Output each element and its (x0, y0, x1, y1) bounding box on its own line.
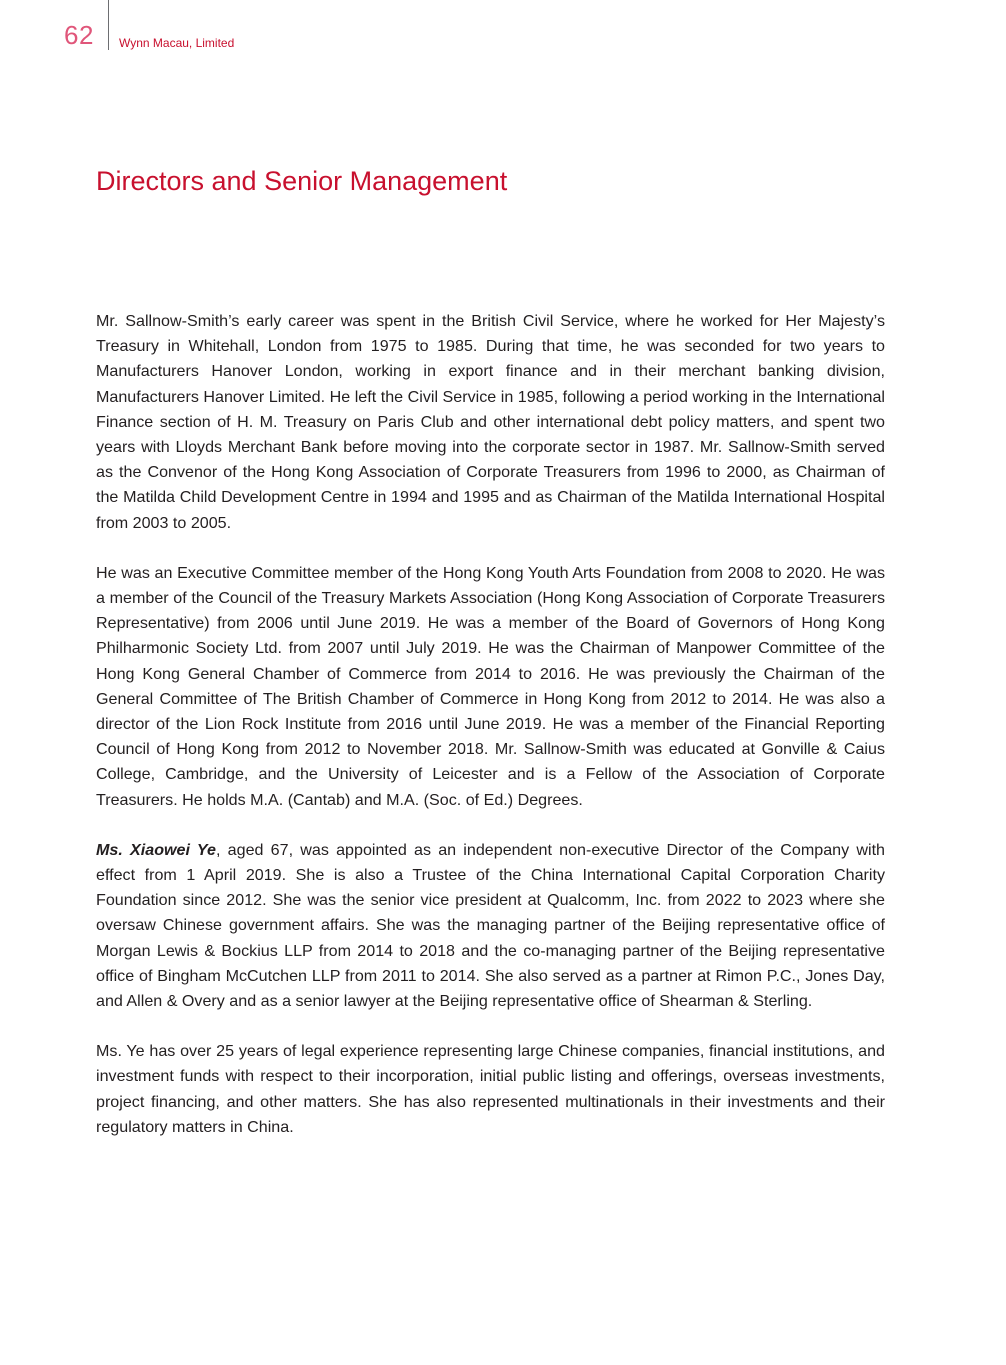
company-name: Wynn Macau, Limited (119, 36, 235, 50)
paragraph-ye-profile-text: , aged 67, was appointed as an independent non-executive Director of the Company with effect from 1 April 2019. She is also a Trustee of the China International Capital Corporation Charity Foundation since 2012. She was the senior vice president at Qualcomm, Inc. from 2022 to 2023 where she oversaw Chinese government affairs. She was the managing partner of the Beijing representative office of Morgan Lewis & Bockius LLP from 2014 to 2018 and the co-managing partner of the Beijing representative office of Bingham McCutchen LLP from 2011 to 2014. She also served as a partner at Rimon P.C., Jones Day, and Allen & Overy and as a senior lawyer at the Beijing representative office of Shearman & Sterling. (96, 840, 885, 1011)
header-divider (108, 0, 109, 50)
page-number: 62 (64, 20, 94, 50)
paragraph-ye-experience: Ms. Ye has over 25 years of legal experience representing large Chinese companies, financial institutions, and investment funds with respect to their incorporation, initial public listing and offerings, overseas investments, project financing, and other matters. She has also represented multinationals in their investments and their regulatory matters in China. (96, 1042, 885, 1136)
director-name-ye: Ms. Xiaowei Ye (96, 840, 216, 859)
paragraph-sallnow-smith-career: Mr. Sallnow-Smith’s early career was spent in the British Civil Service, where he worked for Her Majesty’s Treasury in Whitehall, London from 1975 to 1985. During that time, he was seconded for two years to Manufacturers Hanover London, working in export finance and in their merchant banking division, Manufacturers Hanover Limited. He left the Civil Service in 1985, following a period working in the International Finance section of H. M. Treasury on Paris Club and other international debt policy matters, and spent two years with Lloyds Merchant Bank before moving into the corporate sector in 1987. Mr. Sallnow-Smith served as the Convenor of the Hong Kong Association of Corporate Treasurers from 1996 to 2000, as Chairman of the Matilda Child Development Centre in 1994 and 1995 and as Chairman of the Matilda International Hospital from 2003 to 2005. (96, 312, 885, 532)
paragraph-ye-profile (96, 838, 885, 1014)
section-title: Directors and Senior Management (96, 166, 508, 196)
paragraph-sallnow-smith-appointments: He was an Executive Committee member of the Hong Kong Youth Arts Foundation from 2008 to 2020. He was a member of the Council of the Treasury Markets Association (Hong Kong Association of Corporate Treasurers Representative) from 2006 until June 2019. He was a member of the Board of Governors of Hong Kong Philharmonic Society Ltd. from 2007 until July 2019. He was the Chairman of Manpower Committee of the Hong Kong General Chamber of Commerce from 2014 to 2016. He was previously the Chairman of the General Committee of The British Chamber of Commerce in Hong Kong from 2012 to 2014. He was also a director of the Lion Rock Institute from 2016 until June 2019. He was a member of the Financial Reporting Council of Hong Kong from 2012 to November 2018. Mr. Sallnow-Smith was educated at Gonville & Caius College, Cambridge, and the University of Leicester and is a Fellow of the Association of Corporate Treasurers. He holds M.A. (Cantab) and M.A. (Soc. of Ed.) Degrees. (96, 563, 885, 809)
body-text (96, 309, 885, 1165)
